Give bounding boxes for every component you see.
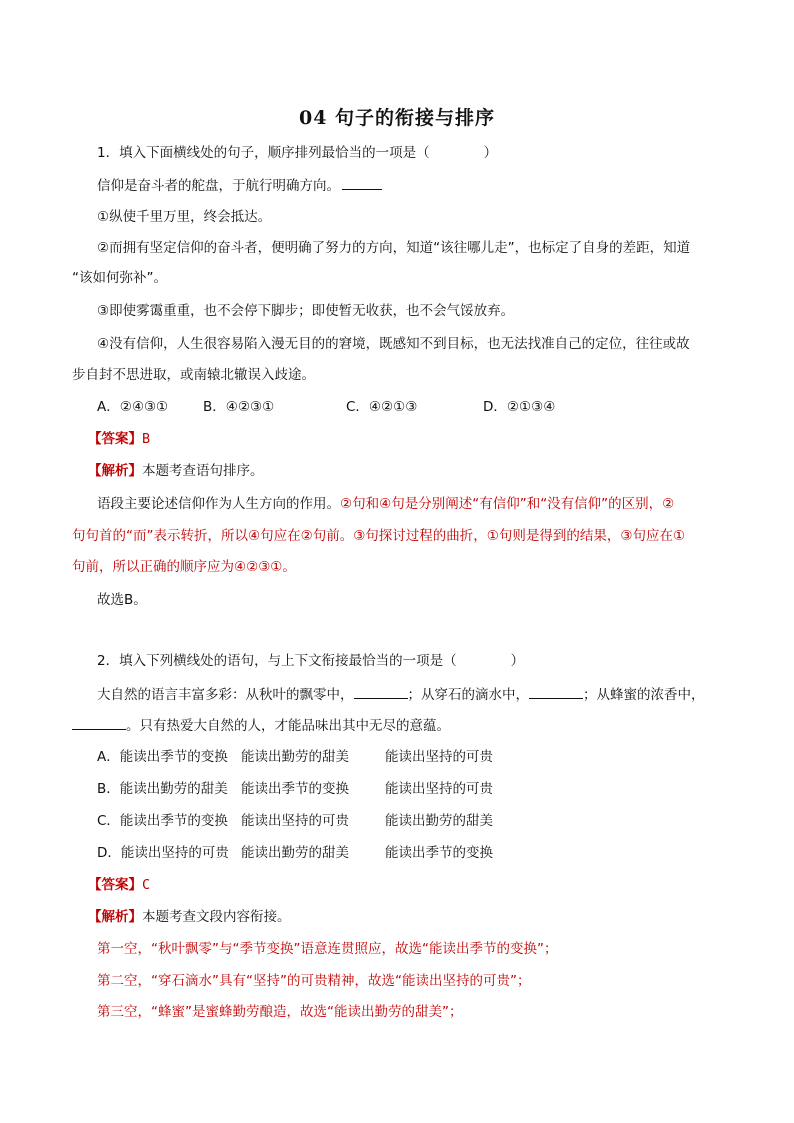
- analysis-tag: 【解析】: [88, 463, 142, 479]
- q2-context: 大自然的语言丰富多彩：从秋叶的飘零中， ；从穿石的滴水中， ；从蜂蜜的浓香中，: [97, 684, 705, 705]
- q1-option-b: B．④②③①: [203, 399, 275, 415]
- q2-explanation-1: 第一空，“秋叶飘零”与“季节变换”语意连贯照应，故选“能读出季节的变换”；: [97, 941, 558, 957]
- q1-option-d: D．②①③④: [483, 399, 556, 415]
- q1-explanation-1: 语段主要论述信仰作为人生方向的作用。②句和④句是分别阐述“有信仰”和“没有信仰”的区别，②: [97, 496, 675, 512]
- q1-blank: [342, 175, 382, 190]
- q2-blank-2: [529, 684, 583, 699]
- q1-explanation-2: 句句首的“而”表示转折，所以④句应在②句前。③句探讨过程的曲折，①句则是得到的结果，③句应在①: [72, 528, 686, 544]
- q1-sentence-4-cont: 步自封不思进取，或南辕北辙误入歧途。: [72, 367, 315, 383]
- q1-option-c: C．④②①③: [346, 399, 418, 415]
- q2-stem: 2．填入下列横线处的语句，与上下文衔接最恰当的一项是（ ）: [97, 653, 525, 669]
- analysis-tag: 【解析】: [88, 909, 142, 925]
- q1-option-a: A．②④③①: [97, 399, 169, 415]
- q1-sentence-4: ④没有信仰，人生很容易陷入漫无目的的窘境，既感知不到目标，也无法找准自己的定位，往往或故: [97, 336, 690, 352]
- q1-context: 信仰是奋斗者的舵盘，于航行明确方向。: [97, 175, 382, 196]
- q1-conclusion: 故选B。: [97, 592, 147, 608]
- q1-sentence-1: ①纵使千里万里，终会抵达。: [97, 209, 272, 225]
- q1-explanation-3: 句前，所以正确的顺序应为④②③①。: [72, 559, 296, 575]
- answer-tag: 【答案】: [88, 877, 142, 893]
- q2-answer: [88, 875, 150, 895]
- q1-options: [97, 397, 555, 417]
- q1-sentence-3: ③即使雾霭重重，也不会停下脚步；即使暂无收获，也不会气馁放弃。: [97, 303, 515, 319]
- q2-analysis: 【解析】本题考查文段内容衔接。: [88, 909, 291, 925]
- q1-stem: 1．填入下面横线处的句子，顺序排列最恰当的一项是（ ）: [97, 145, 498, 161]
- q2-option-a: A．能读出季节的变换 能读出勤劳的甜美 能读出坚持的可贵: [97, 749, 493, 765]
- q2-explanation-2: 第二空，“穿石滴水”具有“坚持”的可贵精神，故选“能读出坚持的可贵”；: [97, 973, 531, 989]
- q2-option-d: D．能读出坚持的可贵 能读出勤劳的甜美 能读出季节的变换: [97, 845, 493, 861]
- q1-sentence-2-cont: “该如何弥补”。: [72, 270, 167, 286]
- q2-blank-1: [354, 684, 408, 699]
- q1-answer: [88, 429, 150, 449]
- q1-analysis: 【解析】本题考查语句排序。: [88, 463, 264, 479]
- q2-option-b: B．能读出勤劳的甜美 能读出季节的变换 能读出坚持的可贵: [97, 781, 493, 797]
- page-title: 04 句子的衔接与排序: [298, 107, 496, 129]
- q2-explanation-3: 第三空，“蜂蜜”是蜜蜂勤劳酿造，故选“能读出勤劳的甜美”；: [97, 1004, 463, 1020]
- answer-value: B: [142, 431, 151, 447]
- answer-value: C: [142, 877, 151, 893]
- q2-option-c: C．能读出季节的变换 能读出坚持的可贵 能读出勤劳的甜美: [97, 813, 493, 829]
- q2-blank-3: [72, 715, 126, 730]
- q2-context-cont: 。只有热爱大自然的人，才能品味出其中无尽的意蕴。: [72, 715, 450, 736]
- q1-sentence-2: ②而拥有坚定信仰的奋斗者，便明确了努力的方向，知道“该往哪儿走”，也标定了自身的差距，知道: [97, 240, 691, 256]
- answer-tag: 【答案】: [88, 431, 142, 447]
